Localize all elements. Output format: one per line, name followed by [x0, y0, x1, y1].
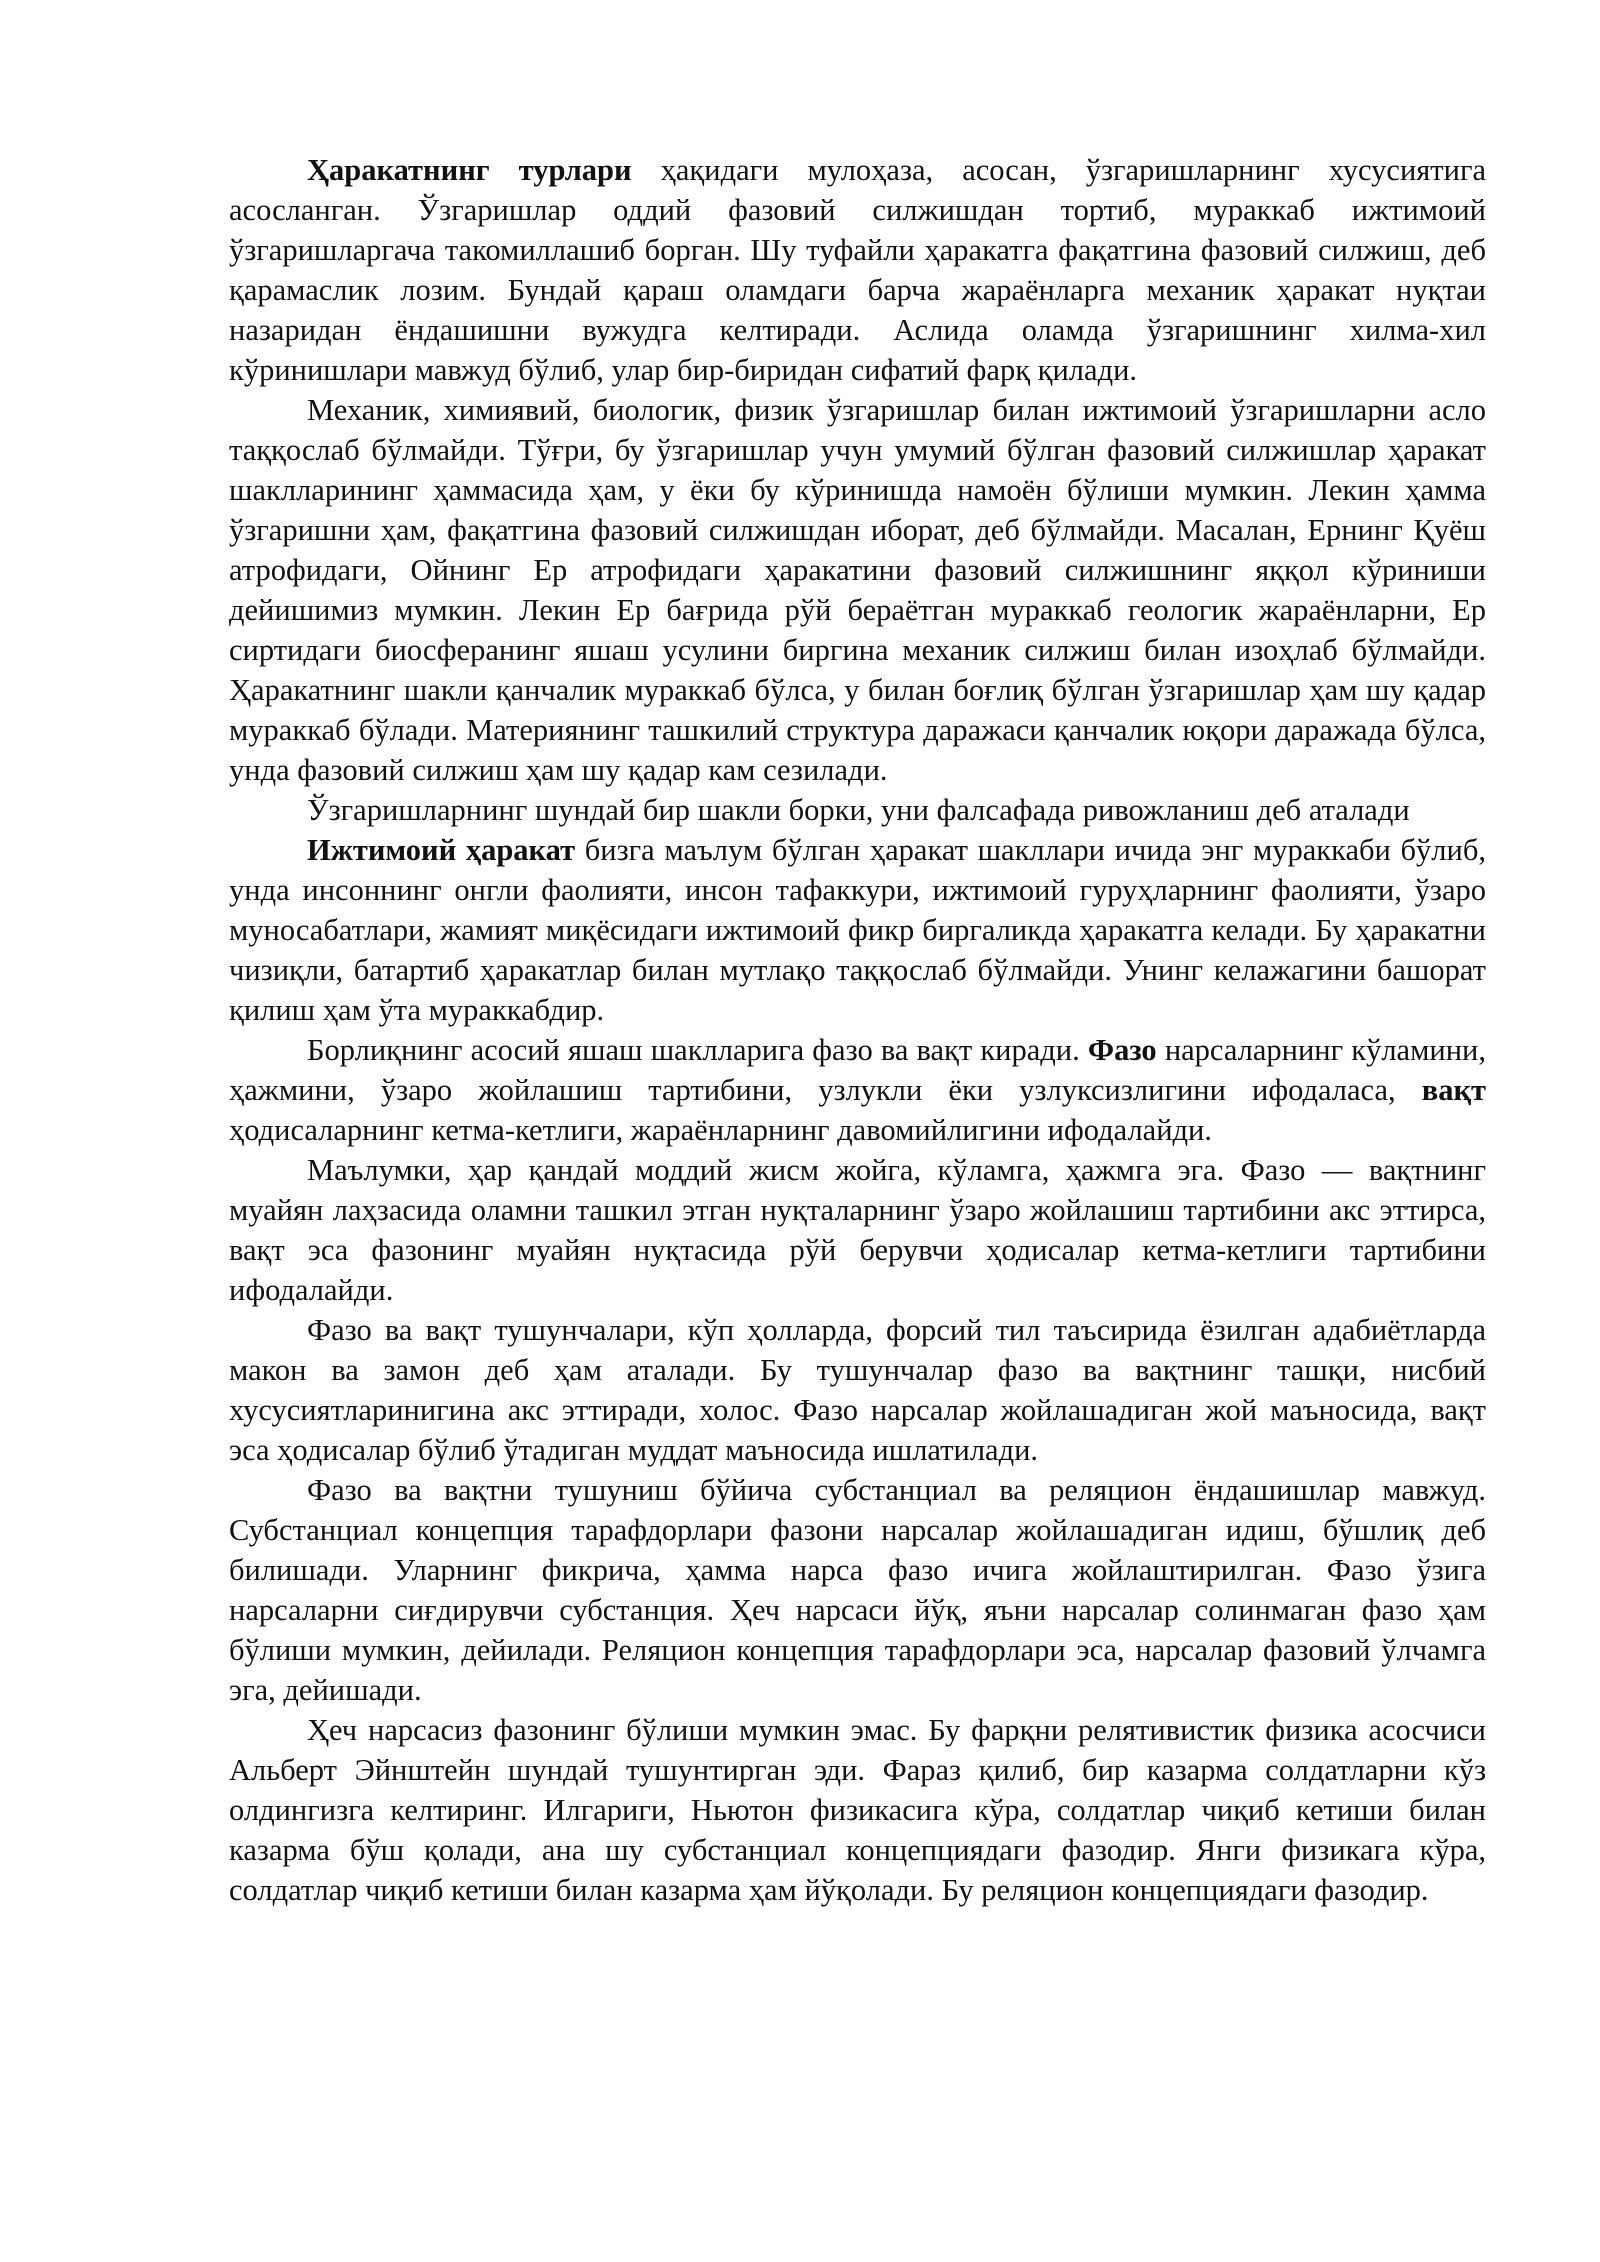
paragraph-text: нарсаларнинг кўламини, ҳажмини, ўзаро жойлашиш тартибини, узлукли ёки узлуксизлигини ифодаласа,: [229, 1033, 1486, 1107]
paragraph-text: Механик, химиявий, биологик, физик ўзгаришлар билан ижтимоий ўзгаришларни асло таққослаб бўлмайди. Тўғри, бу ўзгаришлар учун умумий бўлган фазовий силжишлар ҳаракат шаклларининг ҳаммасида ҳам, у ёки бу кўринишда намоён бўлиши мумкин. Лекин ҳамма ўзгаришни ҳам, фақатгина фазовий силжишдан иборат, деб бўлмайди. Масалан, Ернинг Қуёш атрофидаги, Ойнинг Ер атрофидаги ҳаракатини фазовий силжишнинг яққол кўриниши дейишимиз мумкин. Лекин Ер бағрида рўй бераётган мураккаб геологик жараёнларни, Ер сиртидаги биосферанинг яшаш усулини биргина механик силжиш билан изоҳлаб бўлмайди. Ҳаракатнинг шакли қанчалик мураккаб бўлса, у билан боғлиқ бўлган ўзгаришлар ҳам шу қадар мураккаб бўлади. Материянинг ташкилий структура даражаси қанчалик юқори даражада бўлса, унда фазовий силжиш ҳам шу қадар кам сезилади.: [229, 393, 1486, 787]
paragraph-motion-types: [229, 150, 1486, 390]
paragraph-development: [229, 790, 1486, 830]
paragraph-social-motion: [229, 830, 1486, 1030]
paragraph-change-comparison: [229, 390, 1486, 790]
paragraph-text: Ўзгаришларнинг шундай бир шакли борки, уни фалсафада ривожланиш деб аталади: [307, 793, 1410, 827]
term-motion-types: Ҳаракатнинг турлари: [307, 153, 632, 187]
paragraph-makon-zamon: [229, 1310, 1486, 1470]
term-time: вақт: [1421, 1073, 1486, 1107]
paragraph-text: Фазо ва вақт тушунчалари, кўп ҳолларда, форсий тил таъсирида ёзилган адабиётларда макон ва замон деб ҳам аталади. Бу тушунчалар фазо ва вақтнинг ташқи, нисбий хусусиятларинигина акс эттиради, холос. Фазо нарсалар жойлашадиган жой маъносида, вақт эса ҳодисалар бўлиб ўтадиган муддат маъносида ишлатилади.: [229, 1313, 1486, 1467]
paragraph-approaches: [229, 1470, 1486, 1710]
paragraph-text: Маълумки, ҳар қандай моддий жисм жойга, кўламга, ҳажмга эга. Фазо — вақтнинг муайян лаҳзасида оламни ташкил этган нуқталарнинг ўзаро жойлашиш тартибини акс эттирса, вақт эса фазонинг муайян нуқтасида рўй берувчи ҳодисалар кетма-кетлиги тартибини ифодалайди.: [229, 1153, 1486, 1307]
paragraph-text: Фазо ва вақтни тушуниш бўйича субстанциал ва реляцион ёндашишлар мавжуд. Субстанциал концепция тарафдорлари фазони нарсалар жойлашадиган идиш, бўшлиқ деб билишади. Уларнинг фикрича, ҳамма нарса фазо ичига жойлаштирилган. Фазо ўзига нарсаларни сиғдирувчи субстанция. Ҳеч нарсаси йўқ, яъни нарсалар солинмаган фазо ҳам бўлиши мумкин, дейилади. Реляцион концепция тарафдорлари эса, нарсалар фазовий ўлчамга эга, дейишади.: [229, 1473, 1486, 1707]
paragraph-text: Ҳеч нарсасиз фазонинг бўлиши мумкин эмас. Бу фарқни релятивистик физика асосчиси Альберт Эйнштейн шундай тушунтирган эди. Фараз қилиб, бир казарма солдатларни кўз олдингизга келтиринг. Илгариги, Ньютон физикасига кўра, солдатлар чиқиб кетиши билан казарма бўш қолади, ана шу субстанциал концепциядаги фазодир. Янги физикага кўра, солдатлар чиқиб кетиши билан казарма ҳам йўқолади. Бу реляцион концепциядаги фазодир.: [229, 1713, 1486, 1907]
term-space: Фазо: [1087, 1033, 1157, 1067]
term-social-motion: Ижтимоий ҳаракат: [307, 833, 576, 867]
paragraph-text: Борлиқнинг асосий яшаш шаклларига фазо ва вақт киради.: [307, 1033, 1088, 1067]
paragraph-einstein: [229, 1710, 1486, 1910]
paragraph-space-time-forms: [229, 1030, 1486, 1150]
paragraph-text: ҳодисаларнинг кетма-кетлиги, жараёнларнинг давомийлигини ифодалайди.: [229, 1113, 1212, 1147]
paragraph-text: ҳақидаги мулоҳаза, асосан, ўзгаришларнинг хусусиятига асосланган. Ўзгаришлар оддий фазовий силжишдан тортиб, мураккаб ижтимоий ўзгаришларгача такомиллашиб борган. Шу туфайли ҳаракатга фақатгина фазовий силжиш, деб қарамаслик лозим. Бундай қараш оламдаги барча жараёнларга механик ҳаракат нуқтаи назаридан ёндашишни вужудга келтиради. Аслида оламда ўзгаришнинг хилма-хил кўринишлари мавжуд бўлиб, улар бир-биридан сифатий фарқ қилади.: [229, 153, 1486, 387]
paragraph-text: бизга маълум бўлган ҳаракат шакллари ичида энг мураккаби бўлиб, унда инсоннинг онгли фаолияти, инсон тафаккури, ижтимоий гуруҳларнинг фаолияти, ўзаро муносабатлари, жамият миқёсидаги ижтимоий фикр биргаликда ҳаракатга келади. Бу ҳаракатни чизиқли, батартиб ҳаракатлар билан мутлақо таққослаб бўлмайди. Унинг келажагини башорат қилиш ҳам ўта мураккабдир.: [229, 833, 1486, 1027]
document-page: [229, 150, 1486, 1910]
paragraph-material-body: [229, 1150, 1486, 1310]
